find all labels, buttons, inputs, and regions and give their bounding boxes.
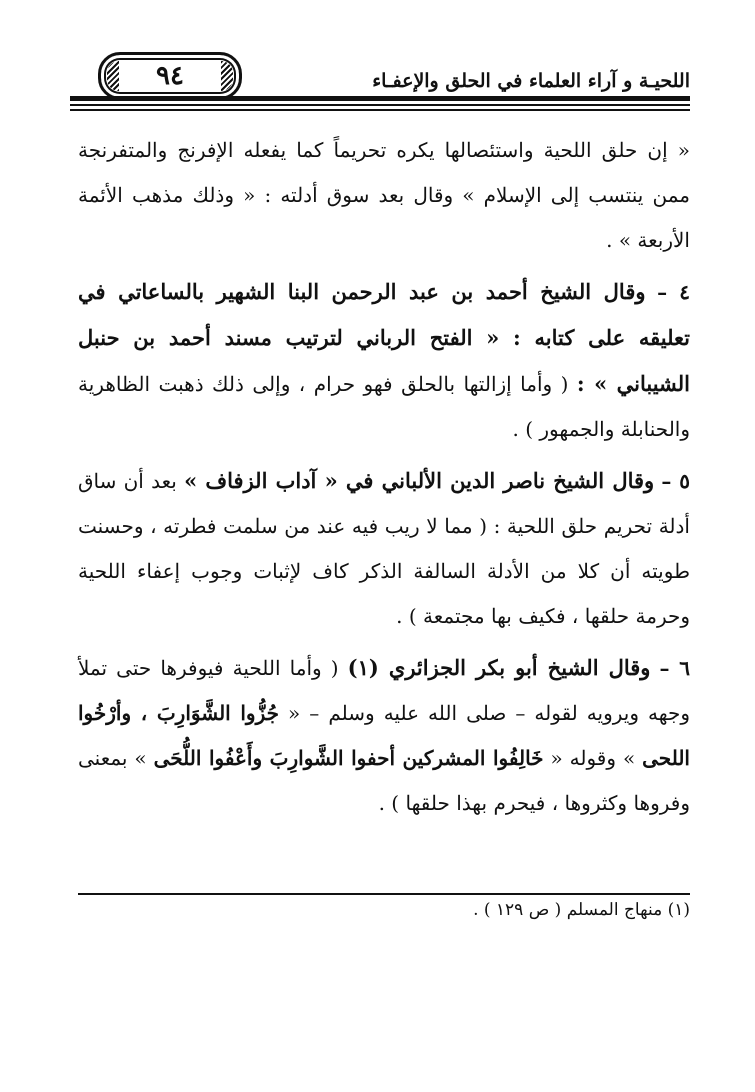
item-number: ٤ – [657, 280, 691, 304]
ornament-left-icon [107, 61, 119, 91]
item-lead-bold: وقال الشيخ ناصر الدين الألباني في « آداب الزفاف » [184, 468, 655, 493]
page-number: ٩٤ [156, 61, 184, 91]
main-text [78, 128, 690, 832]
header-rule-thin [70, 109, 690, 111]
item-number: ٥ – [661, 469, 691, 493]
item-text: » بمعنى وفروها وكثروها ، فيحرم بهذا حلقها ) . [78, 746, 690, 815]
item-lead-bold: وقال الشيخ أحمد بن عبد الرحمن البنا الشهير بالساعاتي في تعليقه على كتابه : « الفتح الرباني لترتيب مسند أحمد بن حنبل الشيباني » : [78, 279, 691, 396]
hadith-bold: خَالِفُوا المشركين أحفوا الشَّوارِبَ وأَعْفُوا اللُّحَى [153, 746, 544, 770]
item-text: ( وأما إزالتها بالحلق فهو حرام ، وإلى ذلك ذهبت الظاهرية والحنابلة والجمهور ) . [78, 372, 690, 441]
paragraph-item-5 [78, 458, 690, 639]
footnote-separator [78, 893, 690, 895]
header-rule-thick [70, 96, 690, 101]
item-number: ٦ – [659, 656, 691, 680]
item-lead-bold: وقال الشيخ أبو بكر الجزائري (١) [347, 655, 651, 680]
paragraph-item-6 [78, 645, 690, 826]
page-number-frame [98, 52, 242, 100]
paragraph-quote [78, 128, 690, 263]
paragraph-item-4 [78, 269, 690, 452]
paragraph-text: « إن حلق اللحية واستئصالها يكره تحريماً كما يفعله الإفرنج والمتفرنجة ممن ينتسب إلى الإسلام » وقال بعد سوق أدلته : « وذلك مذهب الأئمة الأربعة » . [78, 138, 690, 252]
page-header [70, 48, 690, 118]
hadith-bold: جُزُّوا الشَّوَارِبَ ، وأرْخُوا اللحى [78, 701, 690, 770]
header-rule-thin [70, 104, 690, 106]
footnote: (١) منهاج المسلم ( ص ١٢٩ ) . [473, 900, 690, 920]
item-text: » وقوله « [550, 746, 636, 770]
item-text: بعد أن ساق أدلة تحريم حلق اللحية : ( مما لا ريب فيه عند من سلمت فطرته ، وحسنت طويته أن كلا من الأدلة السالفة الذكر كاف لإثبات وجوب إعفاء اللحية وحرمة حلقها ، فكيف بها مجتمعة ) . [78, 469, 690, 628]
ornament-right-icon [221, 61, 233, 91]
item-text: ( وأما اللحية فيوفرها حتى تملأ وجهه ويرويه لقوله – صلى الله عليه وسلم – « [78, 656, 691, 725]
running-title: اللحيـة و آراء العلماء في الحلق والإعفـاء [372, 70, 690, 92]
